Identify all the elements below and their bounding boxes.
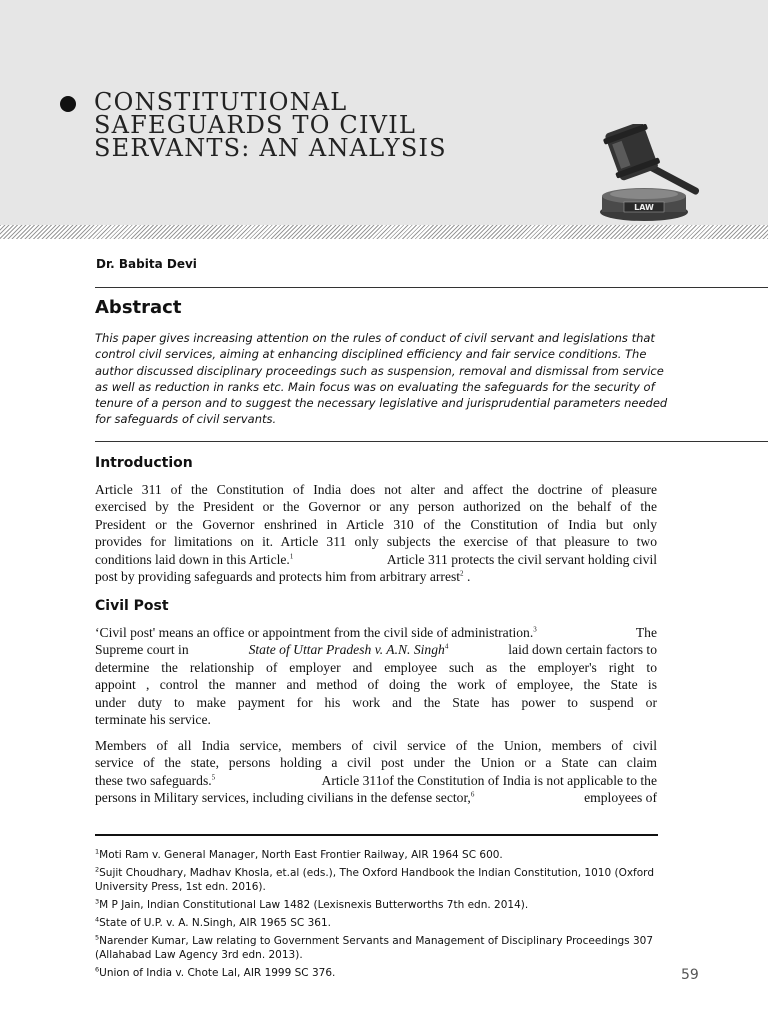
body-text: ‘Civil post' means an office or appointment from the civil side of administration. <box>95 625 534 640</box>
body-text: Supreme court in <box>95 642 189 658</box>
footnote-ref: 5 <box>211 773 216 782</box>
body-line <box>95 789 657 806</box>
footnote-ref: 6 <box>470 790 475 799</box>
body-text: laid down certain factors to <box>508 642 657 658</box>
footnote <box>95 966 660 980</box>
footnote-ref: 2 <box>460 569 464 578</box>
abstract-line: control civil services, aiming at enhancing disciplined efficiency and fair service conditions. The <box>95 347 647 362</box>
footnote-text: State of U.P. v. A. N.Singh, AIR 1965 SC 361. <box>99 917 331 929</box>
footnote-number: 4 <box>95 915 100 924</box>
civil-post-heading: Civil Post <box>95 598 169 614</box>
footnote-rule <box>95 834 658 836</box>
abstract-bottom-rule <box>95 441 768 442</box>
article-title <box>94 88 454 162</box>
body-text: employees of <box>584 790 657 806</box>
author-name: Dr. Babita Devi <box>96 257 197 271</box>
body-line <box>95 551 657 568</box>
footnote-ref: 1 <box>289 552 294 561</box>
footnote-number: 2 <box>95 865 100 874</box>
body-line: appoint , control the manner and method of doing the work of employee, the State is <box>95 677 657 693</box>
title-bullet <box>60 96 76 112</box>
title-line: SAFEGUARDS TO CIVIL <box>94 111 417 139</box>
footnote-text: Sujit Choudhary, Madhav Khosla, et.al (eds.), The Oxford Handbook the Indian Constitution, 1010 (Oxford University Press, 1st edn. 2016). <box>95 867 654 893</box>
footnote-ref: 3 <box>533 625 537 634</box>
introduction-heading: Introduction <box>95 455 193 471</box>
law-label: LAW <box>634 203 654 212</box>
body-line: under duty to make payment for his work and the State has power to suspend or <box>95 694 657 710</box>
abstract-heading: Abstract <box>95 297 182 318</box>
body-text: post by providing safeguards and protects him from arbitrary arrest <box>95 569 461 585</box>
body-text: The <box>635 625 657 640</box>
body-line: Article 311 of the Constitution of India does not alter and affect the doctrine of pleasure <box>95 482 657 497</box>
footnote-text: M P Jain, Indian Constitutional Law 1482 (Lexisnexis Butterworths 7th edn. 2014). <box>99 899 529 911</box>
body-text: persons in Military services, including civilians in the defense sector, <box>95 790 471 806</box>
body-line <box>95 568 657 585</box>
civil-post-paragraph-2 <box>95 737 657 807</box>
body-text: Article 311of the Constitution of India is not applicable to the <box>321 772 657 788</box>
hatched-divider <box>0 225 768 239</box>
abstract-line: for safeguards of civil servants. <box>95 412 277 427</box>
footnote-ref: 4 <box>444 642 449 651</box>
footnote-number: 6 <box>95 965 100 974</box>
body-line: provides for limitations on it. Article 311 only subjects the exercise of that pleasure to two <box>95 534 657 550</box>
body-line: determine the relationship of employer and employee such as the employer's right to <box>95 659 657 675</box>
body-line: service of the state, persons holding a civil post under the Union or a State can claim <box>95 755 657 771</box>
abstract-line: author discussed disciplinary proceedings such as suspension, removal and dismissal from service <box>95 363 664 378</box>
footnote-text: Narender Kumar, Law relating to Government Servants and Management of Disciplinary Proceedings 307 (Allahabad Law Agency 3rd edn. 2013). <box>95 935 654 961</box>
gavel-icon <box>600 124 740 224</box>
footnotes <box>95 848 660 984</box>
footnote-text: Union of India v. Chote Lal, AIR 1999 SC 376. <box>99 967 336 979</box>
footnote <box>95 916 660 930</box>
civil-post-paragraph-1 <box>95 624 657 728</box>
footnote-number: 1 <box>95 847 100 856</box>
case-name: State of Uttar Pradesh v. A.N. Singh <box>248 642 445 658</box>
page-number: 59 <box>681 967 699 983</box>
body-text: conditions laid down in this Article. <box>95 551 290 567</box>
introduction-paragraph <box>95 481 657 585</box>
body-line: terminate his service. <box>95 712 211 728</box>
body-line: President or the Governor enshrined in Article 310 of the Constitution of India but only <box>95 516 657 532</box>
abstract-top-rule <box>95 287 768 288</box>
footnote <box>95 898 660 912</box>
abstract-line: as well as reduction in ranks etc. Main focus was on evaluating the safeguards for the security of <box>95 379 655 394</box>
footnote-number: 5 <box>95 933 100 942</box>
body-text: these two safeguards. <box>95 772 212 788</box>
body-line <box>95 641 657 658</box>
footnote-number: 3 <box>95 897 100 906</box>
body-text: Article 311 protects the civil servant holding civil <box>386 551 657 567</box>
footnote <box>95 848 660 862</box>
abstract-line: This paper gives increasing attention on the rules of conduct of civil servant and legislations that <box>95 331 655 345</box>
footnote <box>95 866 660 894</box>
footnote-text: Moti Ram v. General Manager, North East Frontier Railway, AIR 1964 SC 600. <box>99 849 503 861</box>
abstract-text <box>95 330 668 428</box>
title-line: SERVANTS: AN ANALYSIS <box>94 134 447 162</box>
title-line: CONSTITUTIONAL <box>94 88 348 116</box>
body-line: exercised by the President or the Governor or any person authorized on the behalf of the <box>95 499 657 515</box>
body-line <box>95 772 657 789</box>
body-line: Members of all India service, members of civil service of the Union, members of civil <box>95 738 657 753</box>
body-text: . <box>466 569 471 585</box>
footnote <box>95 934 660 962</box>
body-line <box>95 624 657 641</box>
abstract-line: tenure of a person and to suggest the necessary legislative and jurisprudential parameters needed <box>95 396 668 411</box>
